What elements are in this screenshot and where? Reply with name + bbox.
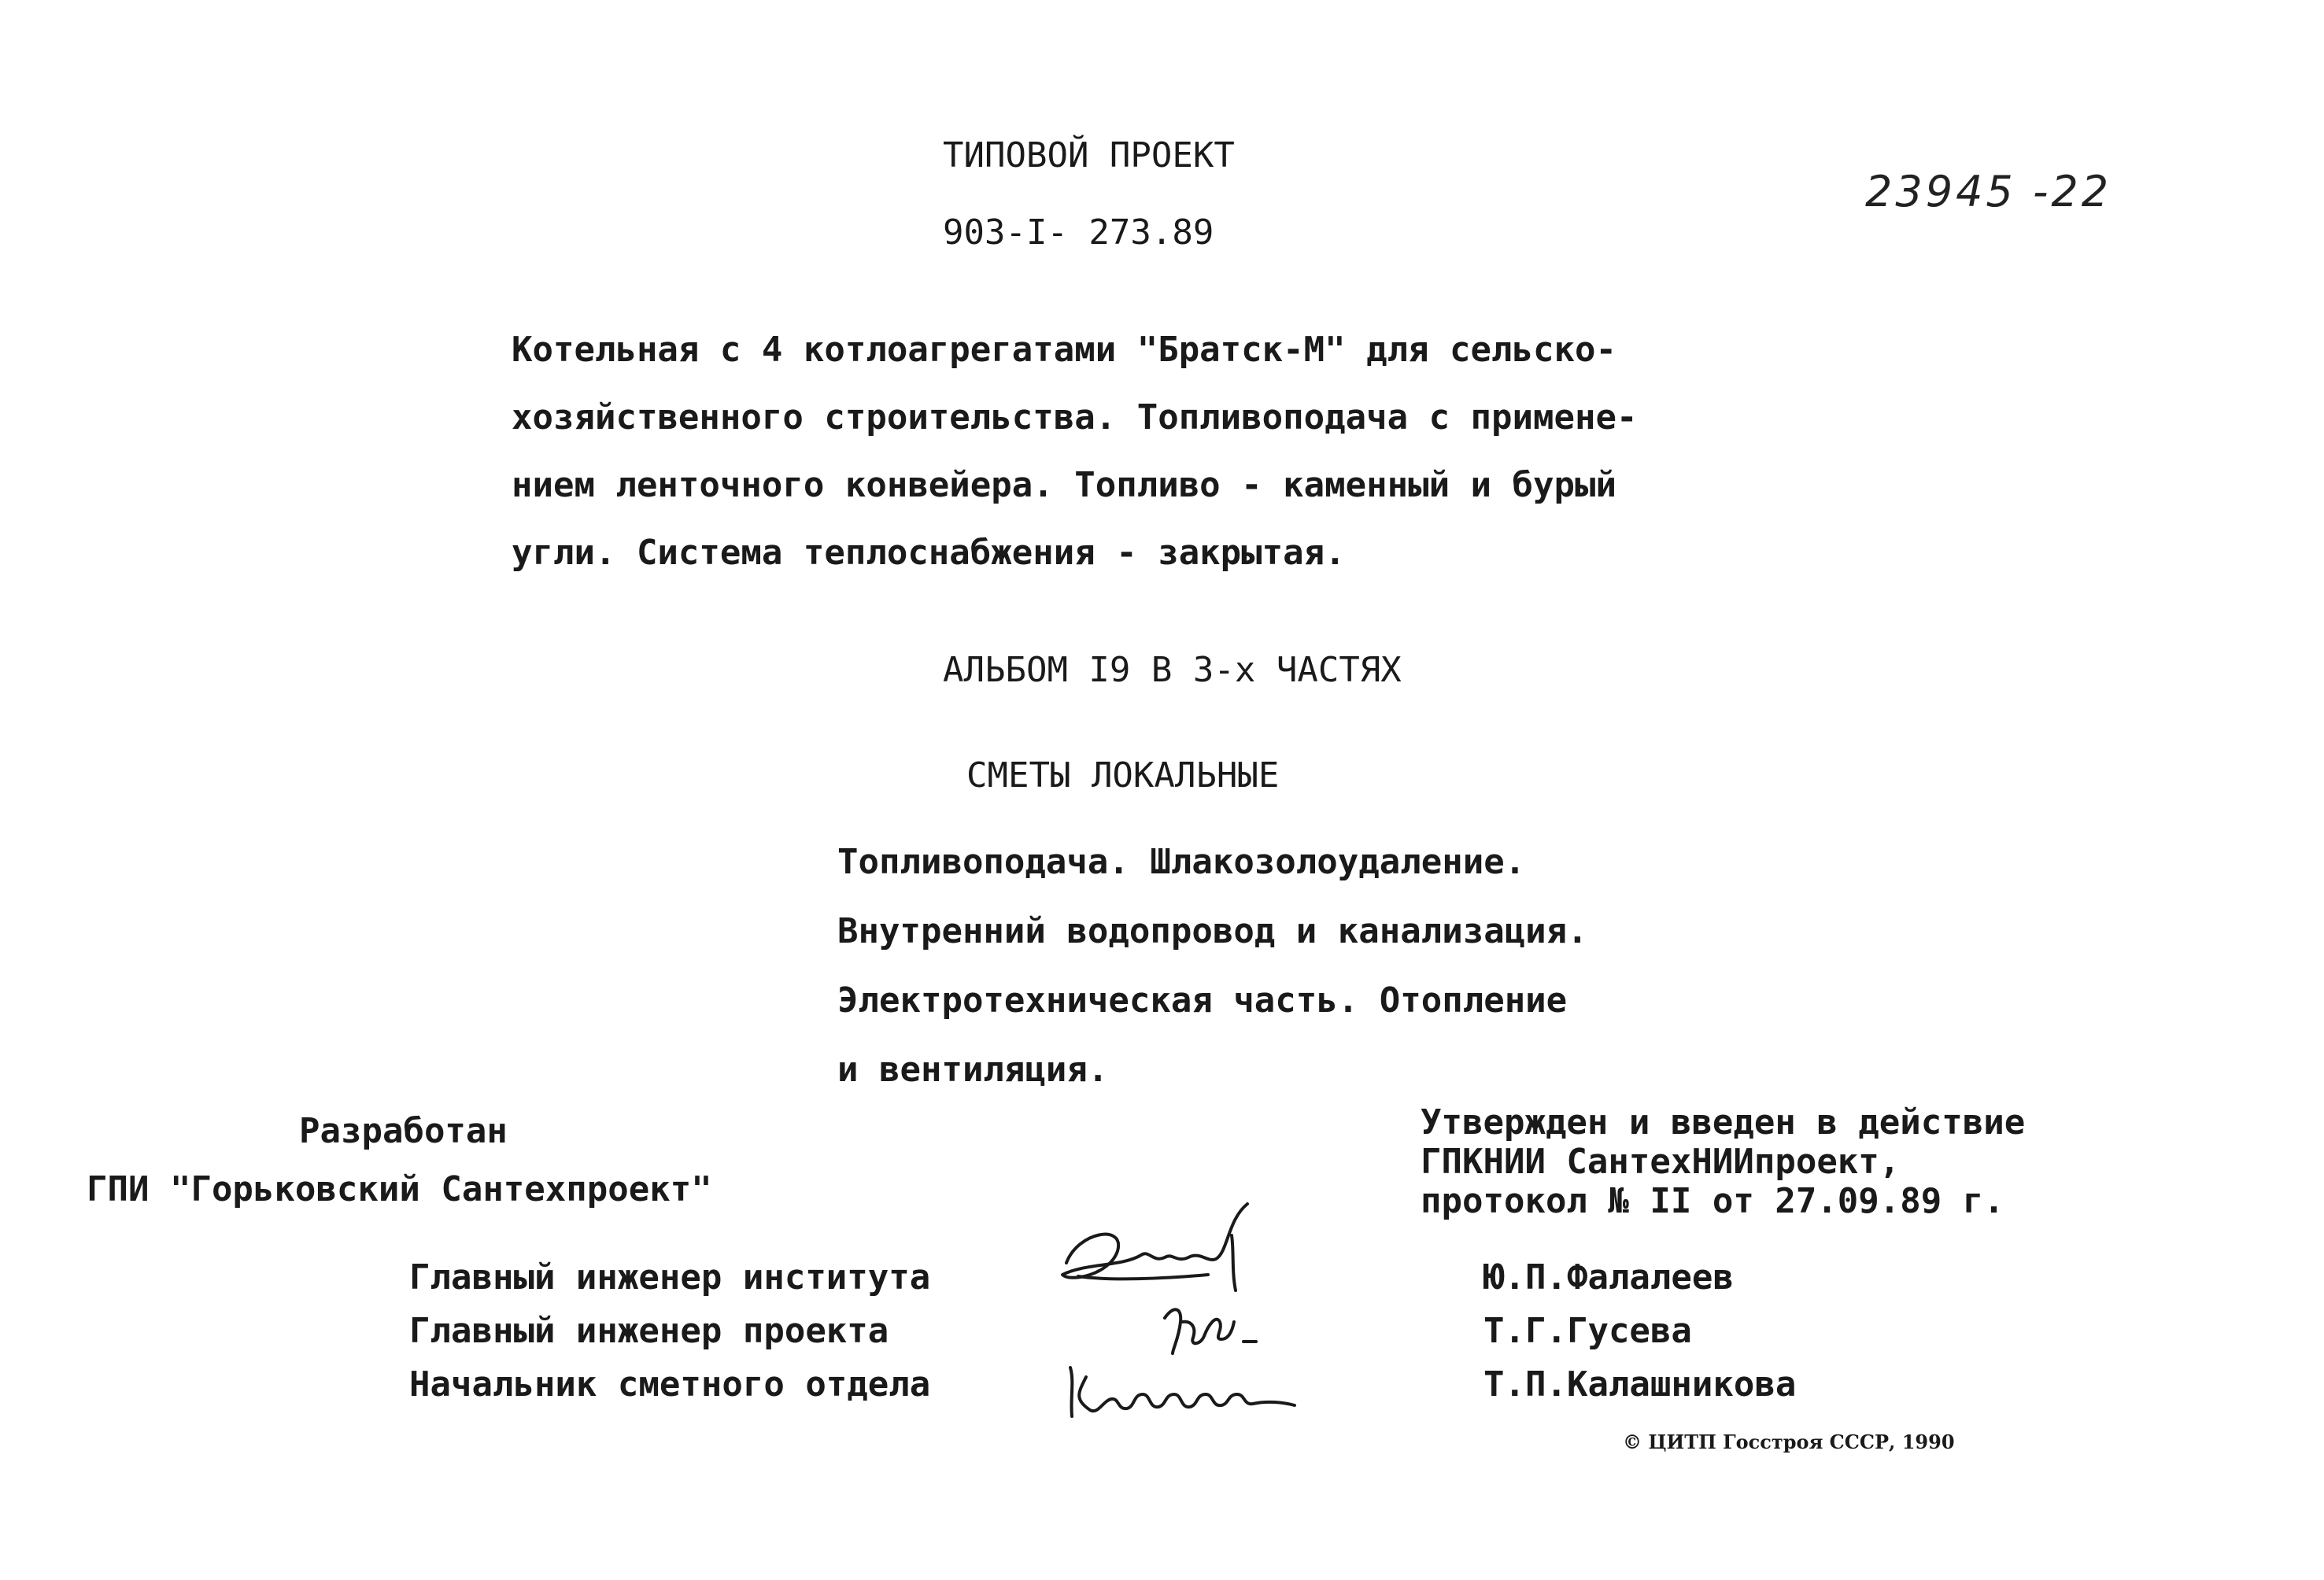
copyright-notice: © ЦИТП Госстроя СССР, 1990 [1623, 1430, 1955, 1453]
signature-1 [1062, 1204, 1247, 1290]
developer-label: Разработан [299, 1111, 508, 1151]
role-label: Главный инженер института [409, 1257, 931, 1298]
section-line: Топливоподача. Шлакозолоудаление. [837, 842, 1526, 882]
description-line: хозяйственного строительства. Топливоподача с примене- [512, 397, 1638, 437]
approval-block [1421, 1103, 2025, 1221]
description-line: Котельная с 4 котлоагрегатами "Братск-М" для сельско- [512, 330, 1616, 370]
description-line: угли. Система теплоснабжения - закрытая. [512, 533, 1346, 573]
project-type-title: ТИПОВОЙ ПРОЕКТ [943, 135, 1235, 175]
signatory-names [1483, 1251, 1796, 1412]
signature-3 [1070, 1368, 1295, 1416]
section-line: Внутренний водопровод и канализация. [837, 911, 1588, 951]
section-line: Электротехническая часть. Отопление [837, 980, 1568, 1021]
approval-line: протокол № II от 27.09.89 г. [1421, 1181, 2004, 1221]
signatory-name: Ю.П.Фалалеев [1483, 1257, 1734, 1298]
album-title: АЛЬБОМ I9 В 3-х ЧАСТЯХ [943, 650, 1402, 690]
signature-2 [1165, 1309, 1256, 1353]
signatory-name: Т.Г.Гусева [1483, 1311, 1692, 1351]
project-description [512, 316, 1637, 587]
document-code: 23945 -22 [1865, 167, 2112, 216]
developer-organization: ГПИ "Горьковский Сантехпроект" [87, 1169, 712, 1209]
section-contents [837, 828, 1588, 1105]
description-line: нием ленточного конвейера. Топливо - каменный и бурый [512, 465, 1616, 505]
signatory-roles [409, 1251, 930, 1412]
project-number: 903-I- 273.89 [943, 212, 1214, 253]
section-line: и вентиляция. [837, 1050, 1109, 1090]
approval-line: Утвержден и введен в действие [1421, 1102, 2026, 1143]
role-label: Начальник сметного отдела [409, 1364, 931, 1405]
approval-line: ГПКНИИ СантехНИИпроект, [1421, 1142, 1901, 1182]
signatory-name: Т.П.Калашникова [1483, 1364, 1797, 1405]
section-title: СМЕТЫ ЛОКАЛЬНЫЕ [966, 755, 1280, 796]
handwritten-signatures [1047, 1188, 1362, 1440]
role-label: Главный инженер проекта [409, 1311, 889, 1351]
